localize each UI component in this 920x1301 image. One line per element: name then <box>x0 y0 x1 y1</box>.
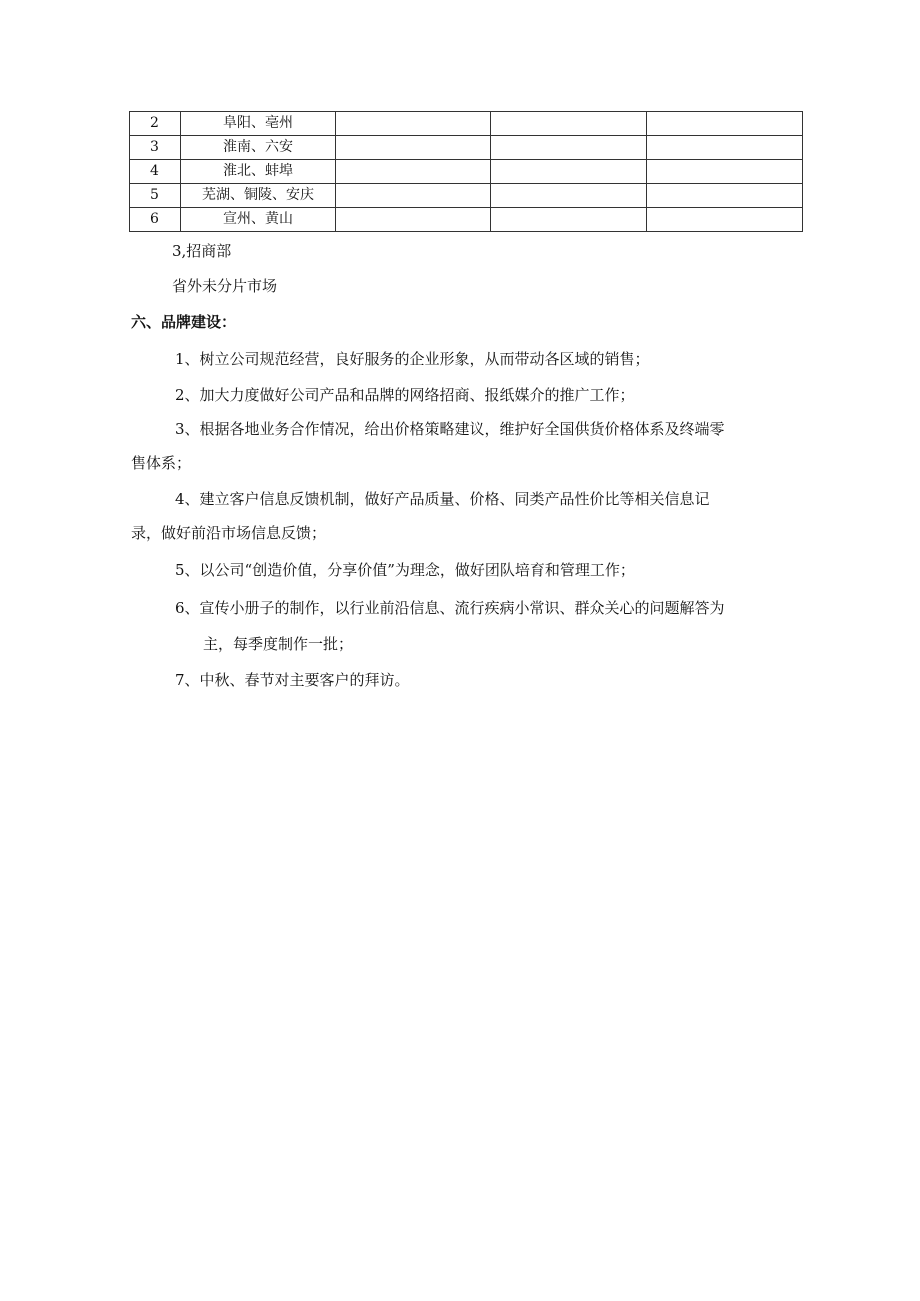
section-text-investment: 省外未分片市场 <box>172 277 278 295</box>
empty-cell <box>336 160 491 184</box>
empty-cell <box>336 184 491 208</box>
list-item-continuation: 售体系； <box>131 454 192 472</box>
table-row <box>130 160 803 184</box>
empty-cell <box>336 136 491 160</box>
list-item: 4、建立客户信息反馈机制，做好产品质量、价格、同类产品性价比等相关信息记 <box>175 490 710 508</box>
section-title-investment: 3,招商部 <box>172 242 232 260</box>
empty-cell <box>491 136 647 160</box>
empty-cell <box>491 208 647 232</box>
table-row <box>130 112 803 136</box>
region-table <box>129 111 803 232</box>
region-name: 淮南、六安 <box>181 136 336 160</box>
list-item: 3、根据各地业务合作情况，给出价格策略建议，维护好全国供货价格体系及终端零 <box>175 420 725 438</box>
table-row <box>130 136 803 160</box>
row-number: 4 <box>130 160 181 184</box>
region-name: 宣州、黄山 <box>181 208 336 232</box>
table-row <box>130 184 803 208</box>
row-number: 3 <box>130 136 181 160</box>
empty-cell <box>336 112 491 136</box>
empty-cell <box>491 112 647 136</box>
table-row <box>130 208 803 232</box>
list-item: 2、加大力度做好公司产品和品牌的网络招商、报纸媒介的推广工作； <box>175 386 635 404</box>
region-name: 淮北、蚌埠 <box>181 160 336 184</box>
region-name: 芜湖、铜陵、安庆 <box>181 184 336 208</box>
region-name: 阜阳、亳州 <box>181 112 336 136</box>
list-item-continuation: 录，做好前沿市场信息反馈； <box>131 524 327 542</box>
empty-cell <box>491 184 647 208</box>
list-item: 1、树立公司规范经营，良好服务的企业形象，从而带动各区域的销售； <box>175 350 650 368</box>
empty-cell <box>491 160 647 184</box>
list-item: 7、中秋、春节对主要客户的拜访。 <box>175 671 410 689</box>
empty-cell <box>647 184 803 208</box>
list-item: 5、以公司“创造价值，分享价值”为理念，做好团队培育和管理工作； <box>175 561 635 579</box>
section-heading-brand: 六、品牌建设： <box>131 313 237 331</box>
list-item: 6、宣传小册子的制作，以行业前沿信息、流行疾病小常识、群众关心的问题解答为 <box>175 599 725 617</box>
empty-cell <box>647 112 803 136</box>
row-number: 6 <box>130 208 181 232</box>
empty-cell <box>336 208 491 232</box>
list-item-continuation: 主，每季度制作一批； <box>203 635 354 653</box>
empty-cell <box>647 160 803 184</box>
empty-cell <box>647 136 803 160</box>
row-number: 2 <box>130 112 181 136</box>
row-number: 5 <box>130 184 181 208</box>
empty-cell <box>647 208 803 232</box>
